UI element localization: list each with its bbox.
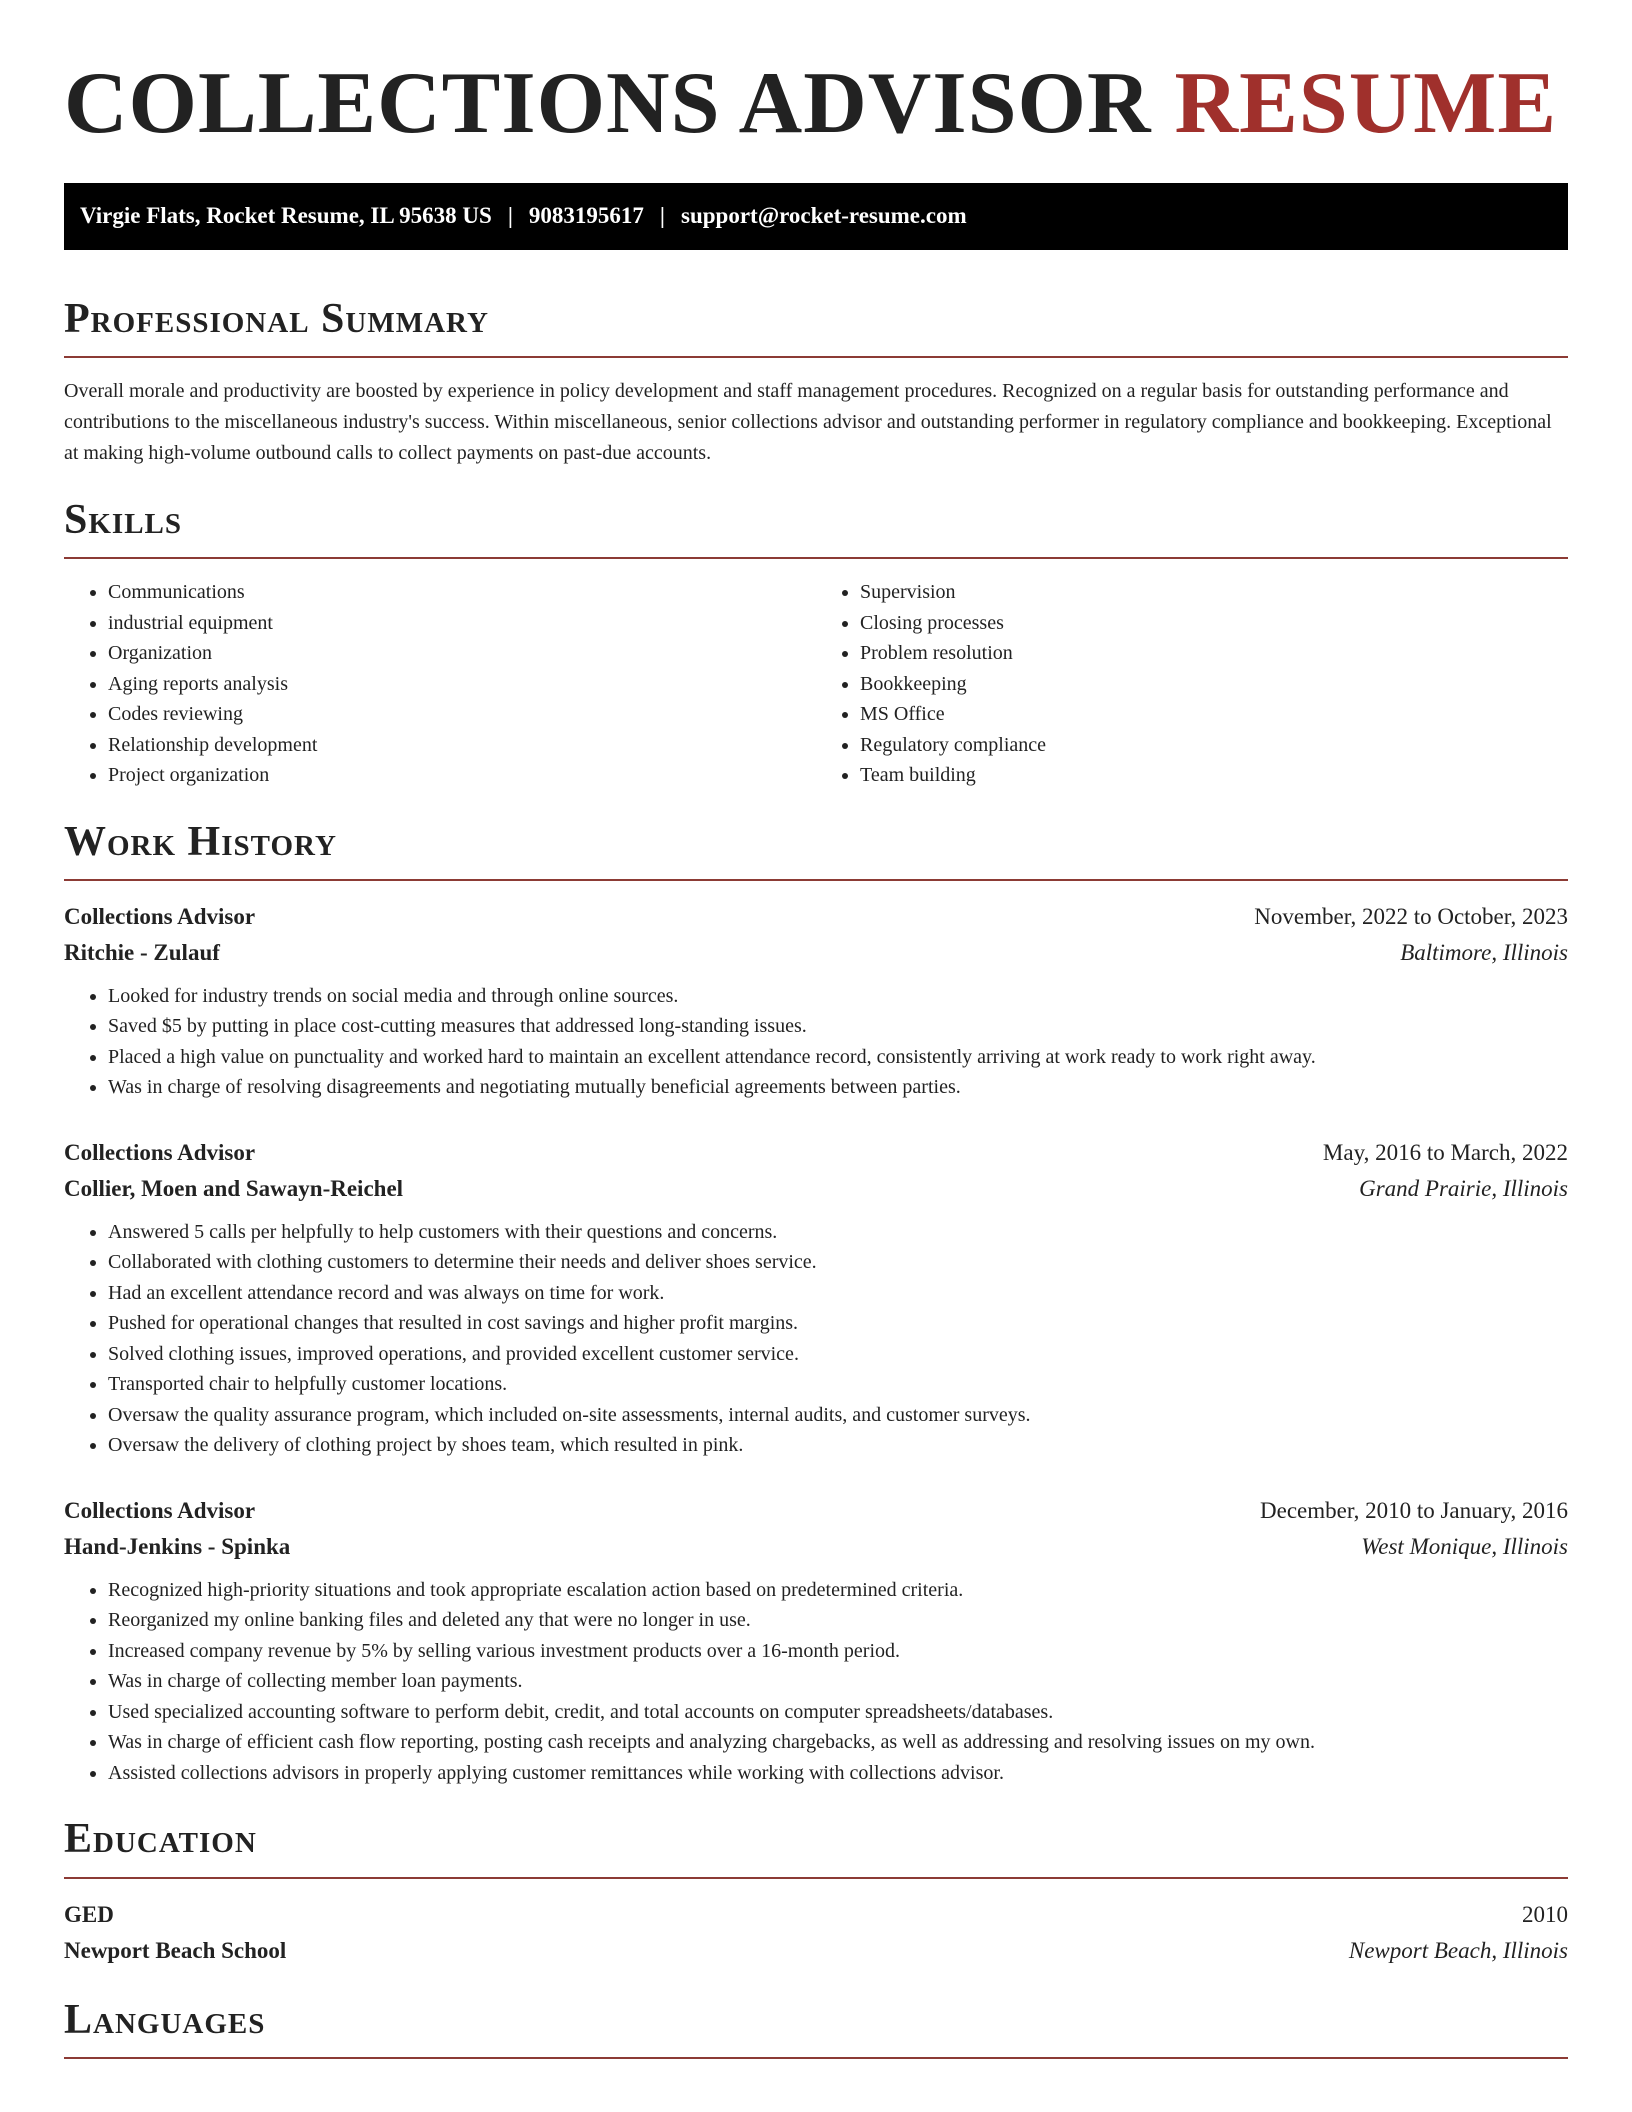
skill-item: • Organization (108, 638, 816, 669)
section-divider (64, 2057, 1568, 2059)
skill-item: • Codes reviewing (108, 699, 816, 730)
education-section (64, 1816, 1568, 1968)
contact-bar (64, 183, 1568, 250)
job-bullet: • Assisted collections advisors in properly applying customer remittances while working with collections advisor. (108, 1758, 1568, 1789)
work-history-heading: Work History (64, 818, 337, 865)
job-bullet: • Looked for industry trends on social media and through online sources. (108, 981, 1568, 1012)
section-divider (64, 557, 1568, 559)
summary-section (64, 296, 1568, 469)
job-title: Collections Advisor (64, 1139, 256, 1165)
contact-separator: | (507, 203, 513, 229)
job-bullet: • Oversaw the delivery of clothing project by shoes team, which resulted in pink. (108, 1430, 1568, 1461)
skill-item: • Supervision (860, 577, 1568, 608)
job-bullet: • Pushed for operational changes that resulted in cost savings and higher profit margins. (108, 1308, 1568, 1339)
job-dates: November, 2022 to October, 2023 (1254, 903, 1568, 929)
education-school: Newport Beach School (64, 1937, 287, 1963)
job-dates: December, 2010 to January, 2016 (1260, 1497, 1568, 1523)
job-company: Ritchie - Zulauf (64, 939, 220, 965)
job-bullet: • Was in charge of efficient cash flow reporting, posting cash receipts and analyzing chargebacks, as well as addressing and resolving issues on my own. (108, 1727, 1568, 1758)
job-bullet: • Used specialized accounting software to perform debit, credit, and total accounts on computer spreadsheets/databases. (108, 1697, 1568, 1728)
job-location: Baltimore, Illinois (1400, 939, 1568, 965)
section-divider (64, 1877, 1568, 1879)
job-dates: May, 2016 to March, 2022 (1322, 1139, 1568, 1165)
job-bullet: • Was in charge of resolving disagreements and negotiating mutually beneficial agreements between parties. (108, 1072, 1568, 1103)
job-company: Hand-Jenkins - Spinka (64, 1533, 291, 1559)
skill-item: • Relationship development (108, 730, 816, 761)
skills-list-left (64, 577, 816, 791)
education-heading: Education (64, 1816, 257, 1863)
skills-section (64, 497, 1568, 791)
job-location: Grand Prairie, Illinois (1359, 1175, 1568, 1201)
skill-item: • Closing processes (860, 608, 1568, 639)
job-bullets (64, 1575, 1568, 1789)
job-entry (64, 1493, 1568, 1789)
job-bullet: • Saved $5 by putting in place cost-cutting measures that addressed long-standing issues. (108, 1011, 1568, 1042)
job-bullet: • Transported chair to helpfully customer locations. (108, 1369, 1568, 1400)
education-school-row (64, 1933, 1568, 1969)
job-company-row (64, 935, 1568, 971)
education-degree-row (64, 1897, 1568, 1933)
job-bullet: • Answered 5 calls per helpfully to help customers with their questions and concerns. (108, 1217, 1568, 1248)
job-bullet: • Was in charge of collecting member loan payments. (108, 1666, 1568, 1697)
skill-item: • Aging reports analysis (108, 669, 816, 700)
summary-heading: Professional Summary (64, 295, 489, 342)
education-degree: GED (64, 1901, 114, 1927)
contact-separator: | (659, 203, 665, 229)
title-accent: RESUME (1174, 55, 1558, 152)
job-company-row (64, 1171, 1568, 1207)
languages-heading: Languages (64, 1996, 266, 2043)
section-divider (64, 879, 1568, 881)
education-location: Newport Beach, Illinois (1348, 1937, 1568, 1963)
job-bullet: • Placed a high value on punctuality and worked hard to maintain an excellent attendance record, consistently arriving at work ready to work right away. (108, 1042, 1568, 1073)
work-history-section (64, 819, 1568, 1789)
skill-item: • Communications (108, 577, 816, 608)
contact-email: support@rocket-resume.com (681, 203, 967, 229)
job-company-row (64, 1529, 1568, 1565)
job-entry (64, 1135, 1568, 1461)
skill-item: • Project organization (108, 760, 816, 791)
job-bullet: • Oversaw the quality assurance program, which included on-site assessments, internal audits, and customer surveys. (108, 1400, 1568, 1431)
resume-title (64, 56, 1568, 153)
skill-item: • Bookkeeping (860, 669, 1568, 700)
job-header-row (64, 1493, 1568, 1529)
job-bullets (64, 1217, 1568, 1461)
job-bullet: • Increased company revenue by 5% by selling various investment products over a 16-month period. (108, 1636, 1568, 1667)
job-bullet: • Reorganized my online banking files and deleted any that were no longer in use. (108, 1605, 1568, 1636)
job-bullets (64, 981, 1568, 1103)
section-divider (64, 356, 1568, 358)
job-title: Collections Advisor (64, 903, 256, 929)
skills-heading: Skills (64, 496, 183, 543)
job-entry (64, 899, 1568, 1103)
summary-text: Overall morale and productivity are boosted by experience in policy development and staff management procedures. Recognized on a regular basis for outstanding performance and contributions to the miscellaneous industry's success. Within miscellaneous, senior collections advisor and outstanding performer in regulatory compliance and bookkeeping. Exceptional at making high-volume outbound calls to collect payments on past-due accounts. (64, 379, 1552, 464)
skill-item: • Problem resolution (860, 638, 1568, 669)
contact-address: Virgie Flats, Rocket Resume, IL 95638 US (80, 203, 492, 229)
skills-columns (64, 577, 1568, 791)
skills-list-right (816, 577, 1568, 791)
job-company: Collier, Moen and Sawayn-Reichel (64, 1175, 404, 1201)
job-location: West Monique, Illinois (1361, 1533, 1568, 1559)
skill-item: • Team building (860, 760, 1568, 791)
job-bullet: • Solved clothing issues, improved operations, and provided excellent customer service. (108, 1339, 1568, 1370)
skill-item: • MS Office (860, 699, 1568, 730)
job-header-row (64, 899, 1568, 935)
skill-item: • Regulatory compliance (860, 730, 1568, 761)
education-year: 2010 (1522, 1901, 1568, 1927)
job-header-row (64, 1135, 1568, 1171)
contact-phone: 9083195617 (528, 203, 644, 229)
skill-item: • industrial equipment (108, 608, 816, 639)
languages-section (64, 1997, 1568, 2059)
job-title: Collections Advisor (64, 1497, 256, 1523)
title-main: COLLECTIONS ADVISOR (64, 55, 1152, 152)
job-bullet: • Recognized high-priority situations and took appropriate escalation action based on predetermined criteria. (108, 1575, 1568, 1606)
job-bullet: • Collaborated with clothing customers to determine their needs and deliver shoes service. (108, 1247, 1568, 1278)
job-bullet: • Had an excellent attendance record and was always on time for work. (108, 1278, 1568, 1309)
